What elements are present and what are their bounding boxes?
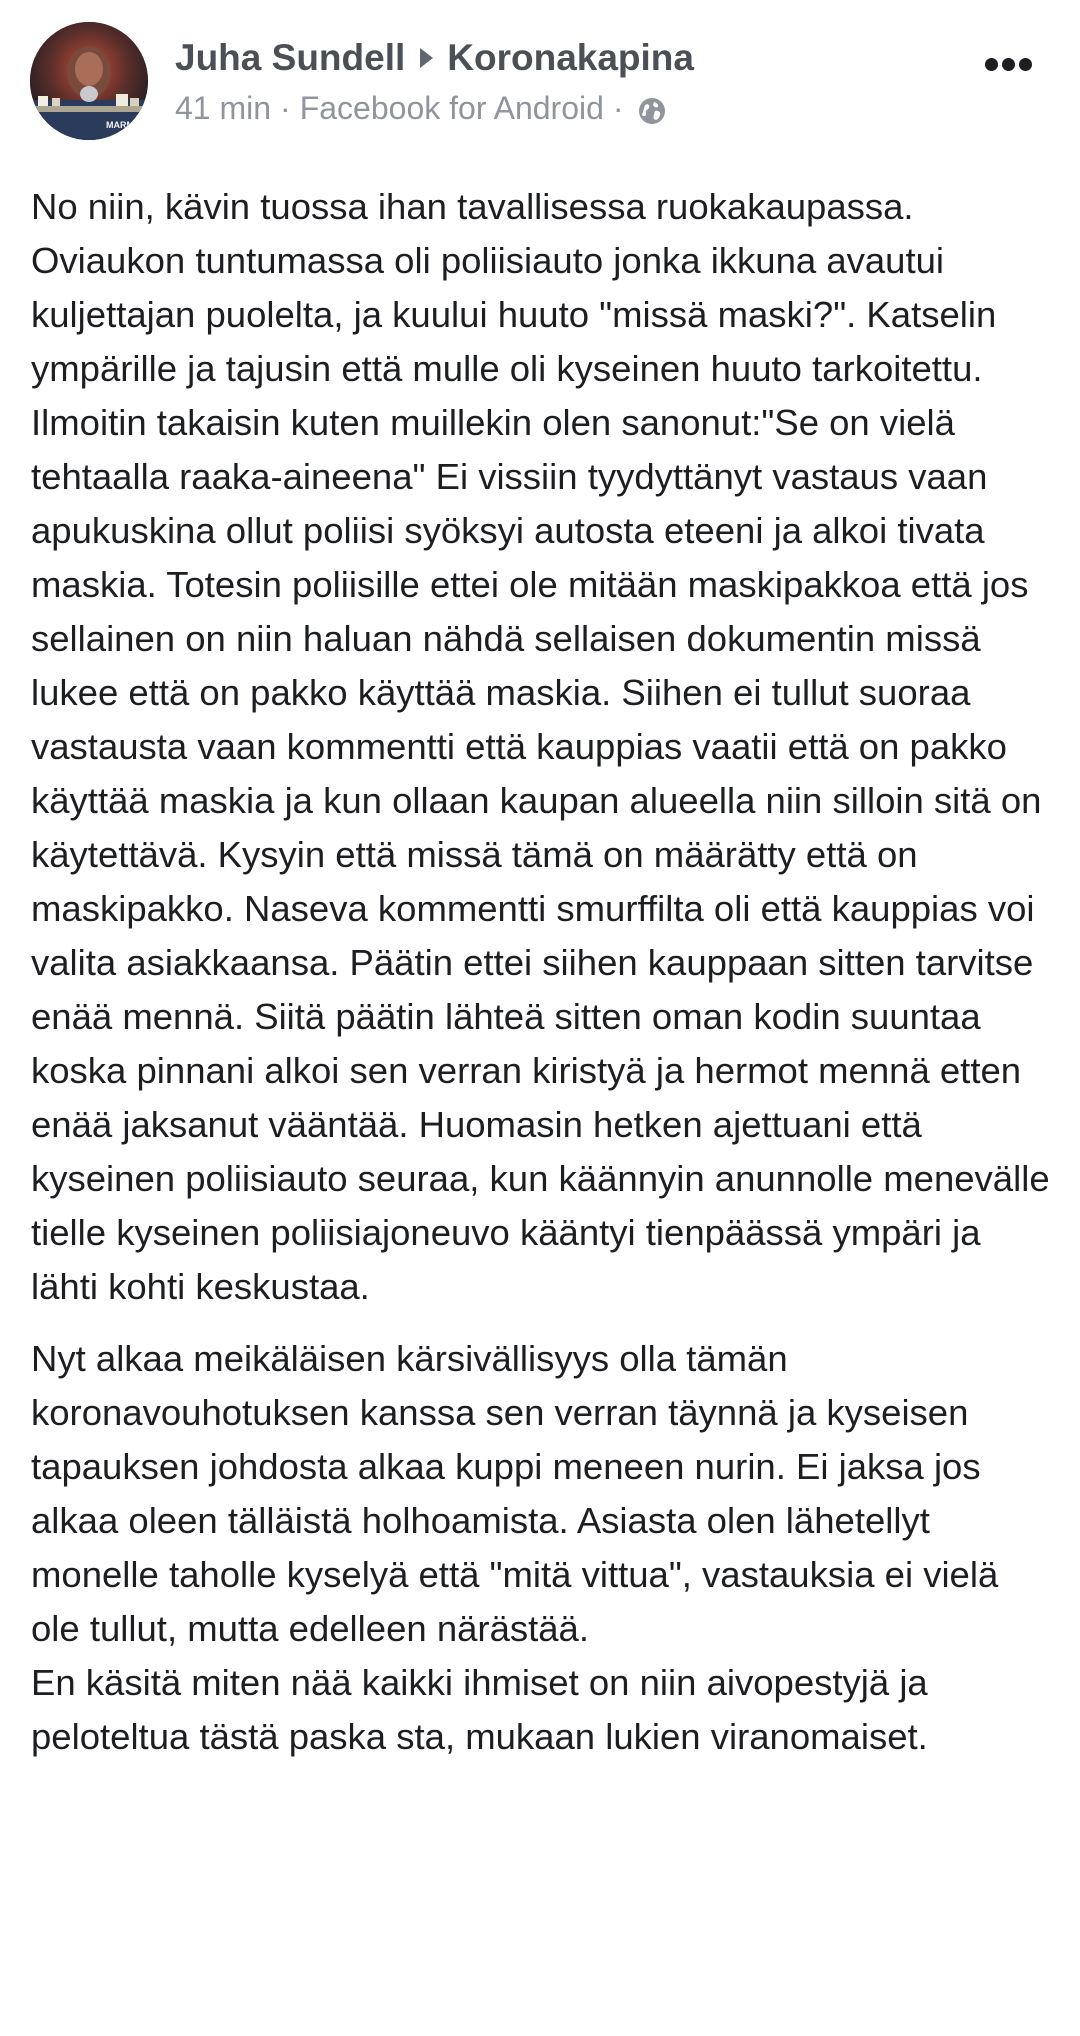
post-header [0,0,1080,150]
post-paragraph: No niin, kävin tuossa ihan tavallisessa ruokakaupassa. Oviaukon tuntumassa oli poliisiauto jonka ikkuna avautui kuljettajan puolelta, ja kuului huuto "missä maski?". Katselin ympärille ja tajusin että mulle oli kyseinen huuto tarkoitettu. Ilmoitin takaisin kuten muillekin olen sanonut:"Se on vielä tehtaalla raaka-aineena" Ei vissiin tyydyttänyt vastaus vaan apukuskina ollut poliisi syöksyi autosta eteeni ja alkoi tivata maskia. Totesin poliisille ettei ole mitään maskipakkoa että jos sellainen on niin haluan nähdä sellaisen dokumentin missä lukee että on pakko käyttää maskia. Siihen ei tullut suoraa vastausta vaan kommentti että kauppias vaatii että on pakko käyttää maskia ja kun ollaan kaupan alueella niin silloin sitä on käytettävä. Kysyin että missä tämä on määrätty että on maskipakko. Naseva kommentti smurffilta oli että kauppias voi valita asiakkaansa. Päätin ettei siihen kauppaan sitten tarvitse enää mennä. Siitä päätin lähteä sitten oman kodin suuntaa koska pinnani alkoi sen verran kiristyä ja hermot mennä etten enää jaksanut vääntää. Huomasin hetken ajettuani että kyseinen poliisiauto seuraa, kun käännyin anunnolle menevälle tielle kyseinen poliisiajoneuvo kääntyi tienpäässä ympäri ja lähti kohti keskustaa. [31,186,1050,1307]
post-source: Facebook for Android [299,90,604,126]
author-name[interactable]: Juha Sundell [175,37,406,78]
post-meta [175,86,935,130]
meta-separator: · [280,90,291,126]
post-body [31,180,1056,1782]
name-line [175,34,935,82]
avatar-image [30,22,148,140]
avatar-caption: MARMA [106,120,141,130]
more-options-icon [985,58,998,71]
post-paragraph: Nyt alkaa meikäläisen kärsivällisyys olla tämän koronavouhotuksen kanssa sen verran täynnä ja kyseisen tapauksen johdosta alkaa kuppi meneen nurin. Ei jaksa jos alkaa oleen tälläistä holhoamista. Asiasta olen lähetellyt monelle taholle kyselyä että "mitä vittua", vastauksia ei vielä ole tullut, mutta edelleen närästää. En käsitä miten nää kaikki ihmiset on niin aivopestyjä ja peloteltua tästä paska sta, mukaan lukien viranomaiset. [31,1338,999,1757]
meta-separator: · [612,90,624,126]
arrow-right-icon [420,48,433,68]
more-options-icon [1002,58,1015,71]
header-text [175,34,935,130]
more-options-button[interactable] [985,58,1045,88]
group-name[interactable]: Koronakapina [447,37,694,78]
avatar[interactable] [30,22,148,140]
globe-icon[interactable] [637,93,667,123]
more-options-icon [1019,58,1032,71]
post-timestamp[interactable]: 41 min [175,90,272,126]
